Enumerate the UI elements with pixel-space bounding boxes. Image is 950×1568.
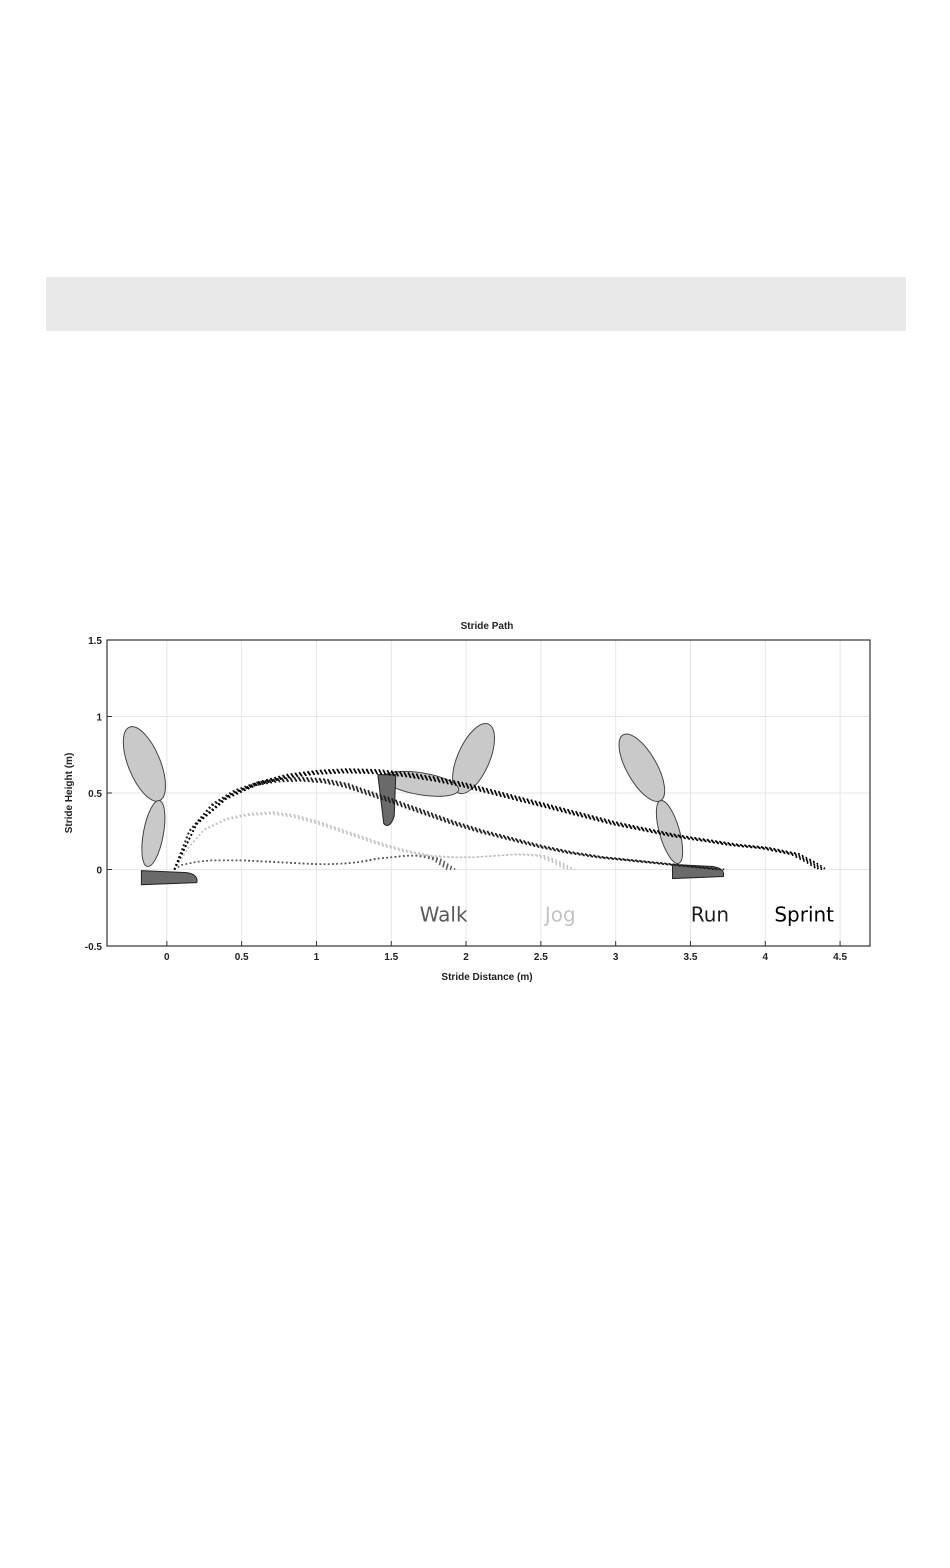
x-tick-label: 1.5 — [384, 952, 399, 963]
y-tick-label: 0 — [96, 865, 102, 877]
x-tick-label: 2.5 — [533, 952, 548, 963]
x-tick-label: 0 — [164, 952, 170, 963]
chart-title: Stride Path — [460, 621, 514, 632]
left-leg-shoe — [141, 871, 197, 885]
y-tick-label: 1.5 — [88, 636, 102, 647]
y-tick-label: 0.5 — [88, 789, 102, 800]
header-band — [46, 277, 906, 331]
series-label-jog: Jog — [544, 902, 576, 927]
x-tick-label: 4 — [762, 952, 769, 963]
series-label-run: Run — [690, 902, 730, 927]
x-tick-label: 2 — [463, 952, 469, 963]
stride-path-chart — [50, 612, 890, 992]
y-tick-label: -0.5 — [84, 942, 102, 953]
y-tick-label: 1 — [96, 712, 102, 724]
x-tick-label: 1 — [313, 952, 320, 963]
x-tick-label: 3 — [612, 952, 619, 963]
stride-path-figure — [50, 612, 890, 992]
x-tick-label: 4.5 — [833, 952, 848, 963]
x-tick-label: 3.5 — [683, 952, 698, 963]
series-label-walk: Walk — [419, 902, 468, 927]
y-axis-title: Stride Height (m) — [64, 752, 75, 834]
x-tick-label: 0.5 — [234, 952, 249, 963]
series-label-sprint: Sprint — [774, 902, 835, 927]
x-axis-title: Stride Distance (m) — [441, 972, 533, 983]
